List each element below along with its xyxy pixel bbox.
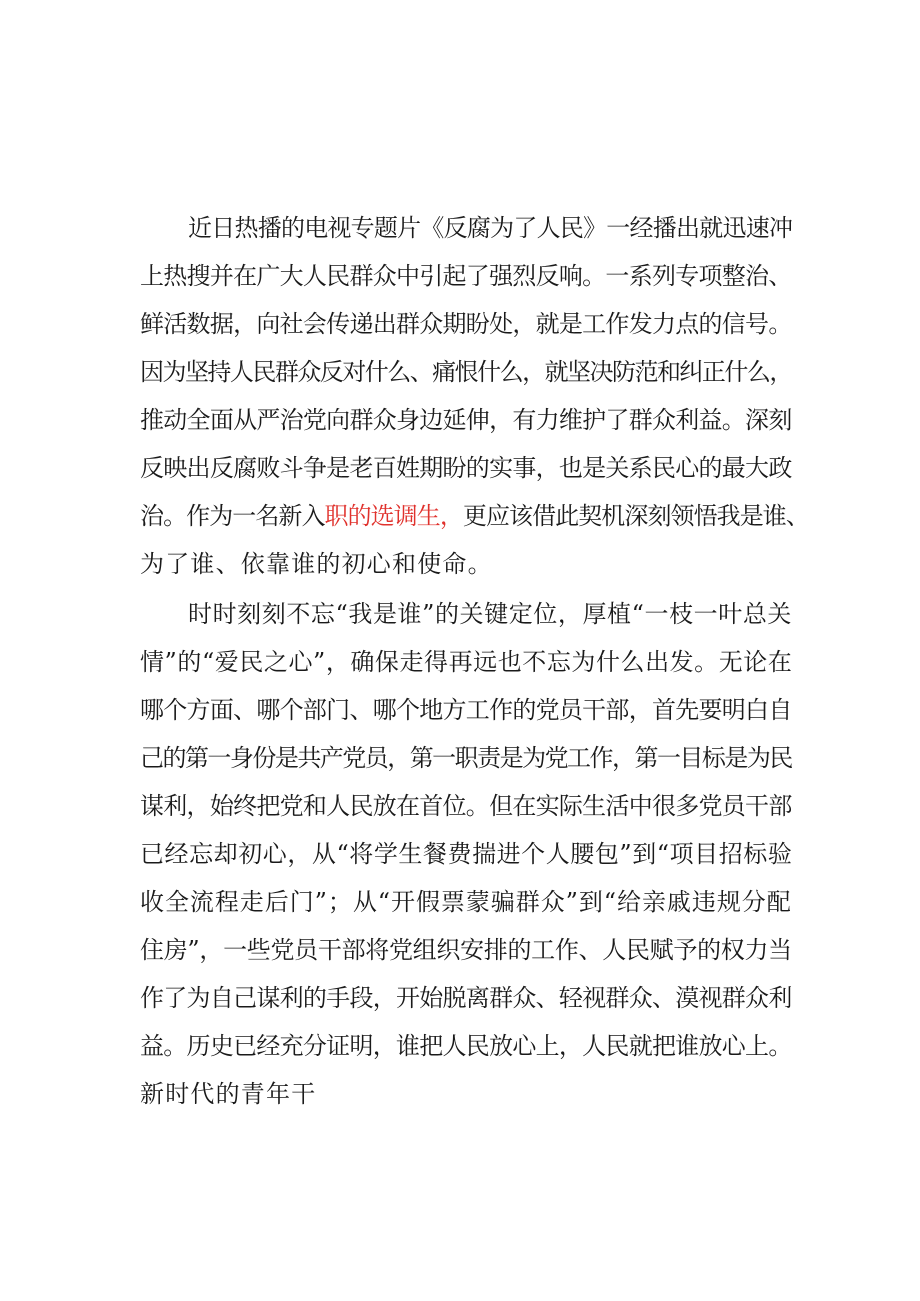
paragraph-1-line-3: 鲜活数据，向社会传递出群众期盼处，就是工作发力点的信号。 xyxy=(140,310,792,338)
paragraph-2-line-5: 谋利，始终把党和人民放在首位。但在实际生活中很多党员干部 xyxy=(140,792,792,820)
highlighted-text: 职的选调生， xyxy=(324,502,463,530)
paragraph-1-line-8: 为了谁、依靠谁的初心和使命。 xyxy=(140,550,493,578)
paragraph-2-line-8: 住房”，一些党员干部将党组织安排的工作、人民赋予的权力当 xyxy=(140,936,792,964)
line-text-after: 更应该借此契机深刻领悟我是谁、 xyxy=(462,502,809,530)
paragraph-2-line-7: 收全流程走后门”；从“开假票蒙骗群众”到“给亲戚违规分配 xyxy=(140,888,792,916)
paragraph-1-line-2: 上热搜并在广大人民群众中引起了强烈反响。一系列专项整治、 xyxy=(140,262,792,290)
paragraph-2-line-3: 哪个方面、哪个部门、哪个地方工作的党员干部，首先要明白自 xyxy=(140,696,792,724)
paragraph-1-line-7 xyxy=(140,496,809,536)
line-text-before: 治。作为一名新入 xyxy=(140,502,325,530)
paragraph-1-line-6: 反映出反腐败斗争是老百姓期盼的实事，也是关系民心的最大政 xyxy=(140,454,792,482)
paragraph-2-line-4: 己的第一身份是共产党员，第一职责是为党工作，第一目标是为民 xyxy=(140,744,792,772)
paragraph-1-line-5: 推动全面从严治党向群众身边延伸，有力维护了群众利益。深刻 xyxy=(140,406,792,434)
paragraph-2-line-10: 益。历史已经充分证明，谁把人民放心上，人民就把谁放心上。 xyxy=(140,1032,792,1060)
paragraph-2-line-9: 作了为自己谋利的手段，开始脱离群众、轻视群众、漠视群众利 xyxy=(140,984,792,1012)
paragraph-2-line-11: 新时代的青年干 xyxy=(140,1080,317,1108)
paragraph-2-line-2: 情”的“爱民之心”，确保走得再远也不忘为什么出发。无论在 xyxy=(140,648,793,676)
paragraph-2-line-1: 时时刻刻不忘“我是谁”的关键定位，厚植“一枝一叶总关 xyxy=(188,600,793,628)
paragraph-1-line-4: 因为坚持人民群众反对什么、痛恨什么，就坚决防范和纠正什么， xyxy=(140,358,792,386)
paragraph-2-line-6: 已经忘却初心，从“将学生餐费揣进个人腰包”到“项目招标验 xyxy=(140,840,793,868)
paragraph-1-line-1: 近日热播的电视专题片《反腐为了人民》一经播出就迅速冲 xyxy=(188,214,793,242)
